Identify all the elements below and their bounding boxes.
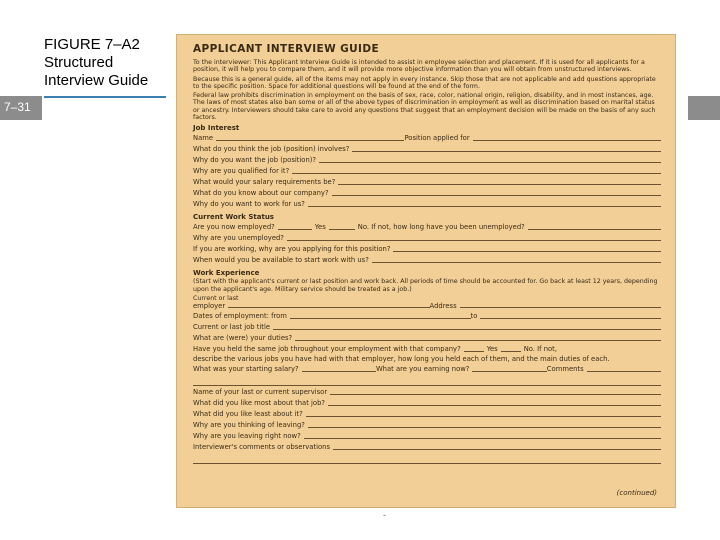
current-earning-field[interactable] xyxy=(472,371,546,372)
answer-line[interactable] xyxy=(328,405,661,406)
describe-jobs-text: describe the various jobs you have had with that employer, how long you held each of them, and the main duties of each. xyxy=(193,355,610,364)
work-experience-instructions: (Start with the applicant's current or last position and work back. All periods of time should be accounted for. Go back at least 12 years, depending upon the applicant's age. Military service should be treated as a job.) xyxy=(193,278,658,293)
form-question: Why do you want the job (position)? xyxy=(193,155,661,166)
answer-line[interactable] xyxy=(193,375,661,386)
held-same-field[interactable] xyxy=(464,351,484,352)
answer-line[interactable] xyxy=(372,262,661,263)
intro-paragraph: Because this is a general guide, all of the items may not apply in every instance. Skip those that are not applicable and add questions appropriate to the specific position. Space for additional questions will be found at the end of the form. xyxy=(193,75,656,90)
answer-line[interactable] xyxy=(273,329,661,330)
unemployed-duration-field[interactable] xyxy=(528,229,661,230)
held-same-row: Have you held the same job throughout your employment with that company? Yes No. If not, xyxy=(193,345,557,354)
form-question: What do you know about our company? xyxy=(193,188,661,199)
figure-title-line: Interview Guide xyxy=(44,72,149,89)
address-field[interactable] xyxy=(460,307,661,308)
form-question: Why do you want to work for us? xyxy=(193,199,661,210)
form-question: What would your salary requirements be? xyxy=(193,177,661,188)
form-question: If you are working, why are you applying for this position? xyxy=(193,244,661,255)
form-question: Why are you leaving right now? xyxy=(193,431,661,442)
figure-title xyxy=(44,36,174,90)
form-question: What did you like least about it? xyxy=(193,409,661,420)
answer-line[interactable] xyxy=(393,251,661,252)
employed-row: Are you now employed? Yes No. If not, how long have you been unemployed? xyxy=(193,222,661,233)
date-to-field[interactable] xyxy=(480,318,661,319)
form-question: What are (were) your duties? xyxy=(193,333,661,344)
continued-label: (continued) xyxy=(616,489,657,497)
employed-field[interactable] xyxy=(278,229,312,230)
form-question: Name of your last or current supervisor xyxy=(193,387,661,398)
answer-line[interactable] xyxy=(295,340,661,341)
form-question: What did you like most about that job? xyxy=(193,398,661,409)
answer-line[interactable] xyxy=(330,394,661,395)
name-row xyxy=(193,133,661,144)
name-label: Name xyxy=(193,134,214,143)
title-underline xyxy=(44,96,166,98)
answer-line[interactable] xyxy=(338,184,661,185)
answer-line[interactable] xyxy=(193,453,661,464)
form-question: Why are you thinking of leaving? xyxy=(193,420,661,431)
employed-yes-field[interactable] xyxy=(329,229,355,230)
current-employer-label: Current or last xyxy=(193,294,239,302)
slide-number: 7–31 xyxy=(4,100,31,114)
position-field[interactable] xyxy=(473,140,661,141)
answer-line[interactable] xyxy=(319,162,661,163)
applicant-interview-guide-form xyxy=(176,34,676,508)
form-question: Why are you qualified for it? xyxy=(193,166,661,177)
answer-line[interactable] xyxy=(308,206,661,207)
intro-paragraph: Federal law prohibits discrimination in employment on the basis of sex, race, color, national origin, religion, disability, and in most instances, age. The laws of most states also ban some or all of the above types of discrimination in employment as well as discrimination based on marital status or ancestry. Interviewers should take care to avoid any questions that suggest that an employment decision will be made on the basis of any such factors. xyxy=(193,92,656,122)
decorative-bar-right xyxy=(688,96,720,120)
page-number: - xyxy=(383,510,386,520)
answer-line[interactable] xyxy=(292,173,661,174)
dates-row: Dates of employment: from to xyxy=(193,311,661,322)
answer-line[interactable] xyxy=(304,438,661,439)
section-heading-job-interest: Job Interest xyxy=(193,124,240,133)
section-heading-current-work-status: Current Work Status xyxy=(193,213,274,222)
answer-line[interactable] xyxy=(352,151,661,152)
intro-paragraph: To the interviewer: This Applicant Interview Guide is intended to assist in employee selection and placement. If it is used for all applicants for a position, it will help you to compare them, and it will provide more objective information than you will obtain from unstructured interviews. xyxy=(193,59,645,74)
answer-line[interactable] xyxy=(332,195,661,196)
form-question: Current or last job title xyxy=(193,322,661,333)
position-label: Position applied for xyxy=(404,134,470,143)
form-title: APPLICANT INTERVIEW GUIDE xyxy=(193,43,380,55)
name-field[interactable] xyxy=(216,140,404,141)
form-question: When would you be available to start work with us? xyxy=(193,255,661,266)
answer-line[interactable] xyxy=(308,427,661,428)
figure-title-line: FIGURE 7–A2 xyxy=(44,36,140,53)
figure-title-line: Structured xyxy=(44,54,114,71)
starting-salary-field[interactable] xyxy=(302,371,376,372)
form-question: What do you think the job (position) involves? xyxy=(193,144,661,155)
answer-line[interactable] xyxy=(287,240,661,241)
held-yes-field[interactable] xyxy=(501,351,521,352)
employer-field[interactable] xyxy=(228,307,429,308)
answer-line[interactable] xyxy=(333,449,661,450)
form-question: Why are you unemployed? xyxy=(193,233,661,244)
answer-line[interactable] xyxy=(306,416,661,417)
employer-row: employer Address xyxy=(193,302,661,311)
salary-row: What was your starting salary? What are you earning now? Comments xyxy=(193,364,661,375)
date-from-field[interactable] xyxy=(290,318,471,319)
section-heading-work-experience: Work Experience xyxy=(193,269,260,278)
comments-field[interactable] xyxy=(587,371,661,372)
form-question: Interviewer's comments or observations xyxy=(193,442,661,453)
